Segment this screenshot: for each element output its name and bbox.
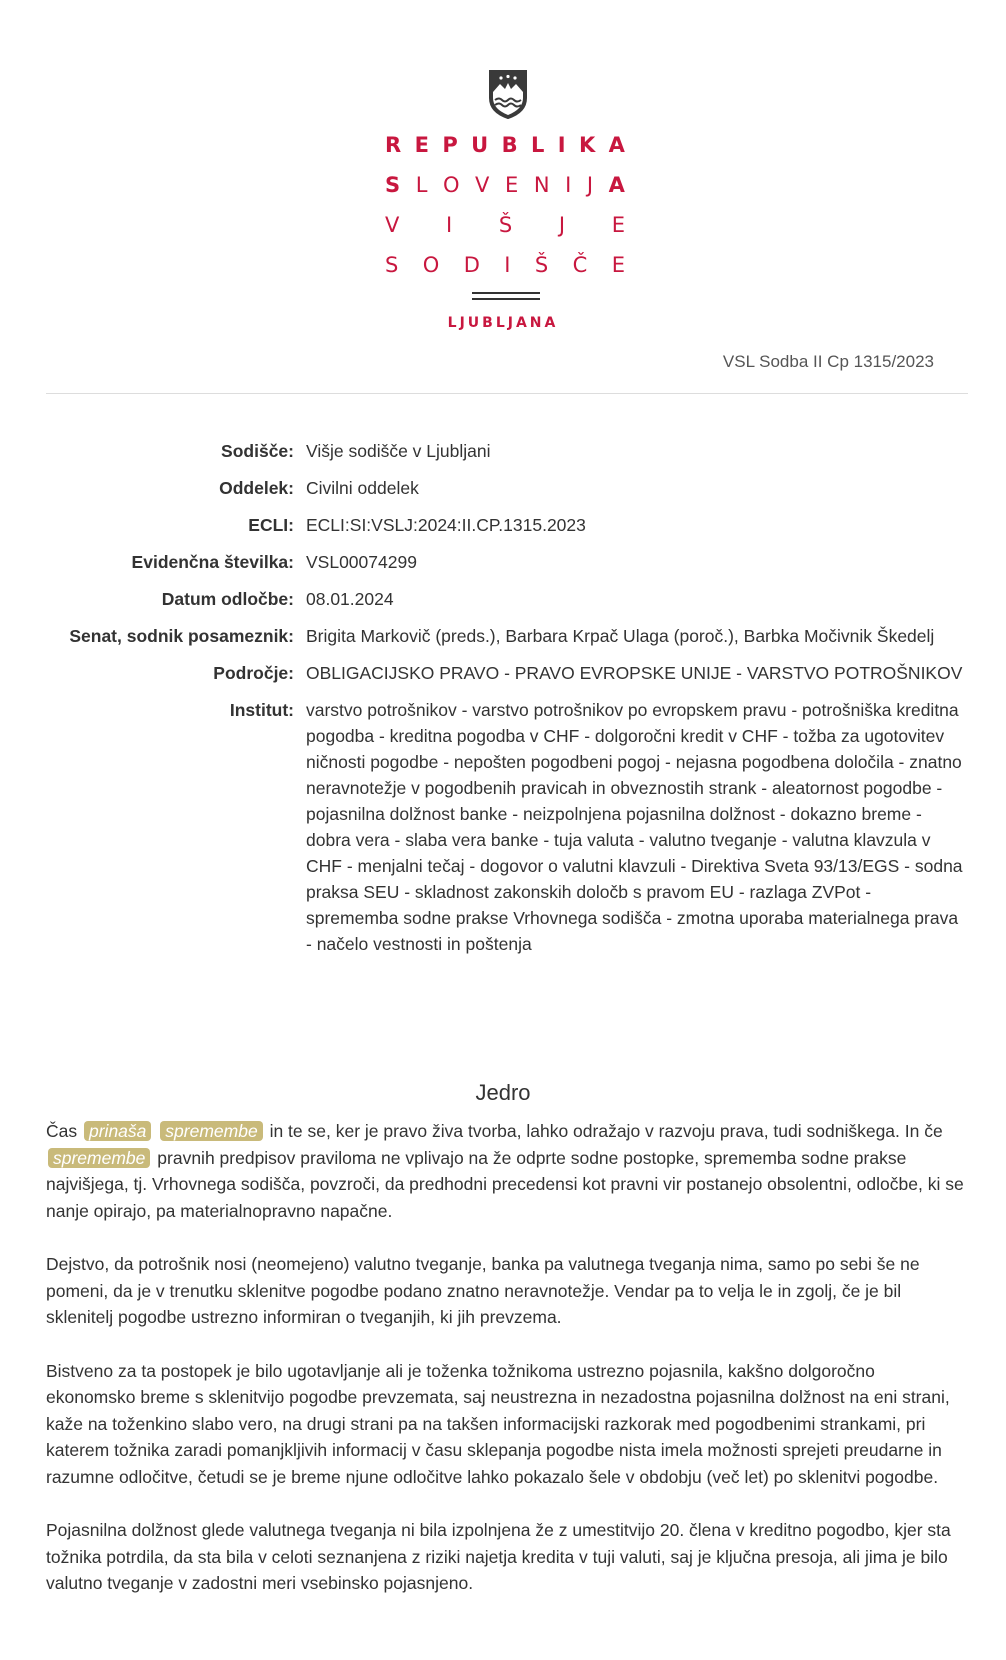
meta-value: OBLIGACIJSKO PRAVO - PRAVO EVROPSKE UNIJE - VARSTVO POTROŠNIKOV [306,663,963,683]
logo-letter: J [586,173,594,197]
logo-letter: E [611,253,625,277]
meta-value: VSL00074299 [306,552,417,572]
jedro-paragraph [46,1118,968,1224]
meta-row-institute [46,697,968,957]
paragraph-text: Čas [46,1121,78,1141]
logo-letter: I [504,253,511,277]
meta-label: Evidenčna številka: [131,552,294,572]
meta-row-decision-date [46,586,968,612]
logo-line-visje [385,213,625,237]
logo-letter: V [385,213,400,237]
logo-letter: L [415,173,428,197]
logo-letter: I [565,173,572,197]
logo-letter: N [533,173,550,197]
logo-letter: V [475,173,490,197]
jedro-paragraph: Pojasnilna dolžnost glede valutnega tveganja ni bila izpolnjena že z umestitvijo 20. člena v kreditno pogodbo, kjer sta tožnika potrdila, da sta bila v celoti seznanjena z riziki najetja kredita v tuji valuti, saj je ključna presoja, ali jima je bilo valutno tveganje v zadostni meri vsebinsko pojasnjeno. [46,1520,951,1593]
logo-letter: U [471,133,489,157]
paragraph-text: pravnih predpisov praviloma ne vplivajo na že odprte sodne postopke, sprememba sodne prakse najvišjega, tj. Vrhovnega sodišča, povzroči, da predhodni precedensi kot pravni vir postanejo obsolentni, odločbe, ki se nanje opirajo, pa materialnopravno napačne. [46,1147,964,1221]
meta-value: Višje sodišče v Ljubljani [306,441,491,461]
jedro-body [46,1118,968,1624]
meta-label: Institut: [229,700,294,720]
logo-line-republika [385,133,625,157]
logo-letter: D [463,253,480,277]
meta-value: 08.01.2024 [306,589,394,609]
meta-value: Brigita Markovič (preds.), Barbara Krpač Ulaga (poroč.), Barbka Močivnik Škedelj [306,626,935,646]
logo-line-slovenija [385,173,625,197]
logo-letter: J [558,213,566,237]
meta-value: ECLI:SI:VSLJ:2024:II.CP.1315.2023 [306,515,586,535]
logo-city: LJUBLJANA [447,315,559,331]
meta-label: Področje: [213,663,294,683]
logo-letter: E [611,213,625,237]
meta-row-court [46,438,968,464]
logo-letter: E [414,133,429,157]
meta-row-ecli [46,512,968,538]
meta-value: varstvo potrošnikov - varstvo potrošnikov po evropskem pravu - potrošniška kreditna pogodba - kreditna pogodba v CHF - dolgoročni kredit v CHF - tožba za ugotovitev ničnosti pogodbe - nepošten pogodbeni pogoj - nejasna pogodbena določila - znatno neravnotežje v pogodbenih pravicah in obveznostih strank - aleatornost pogodbe - pojasnilna dolžnost banke - neizpolnjena pojasnilna dolžnost - dokazno breme - dobra vera - slaba vera banke - tuja valuta - valutno tveganje - valutna klavzula v CHF - menjalni tečaj - dogovor o valutni klavzuli - Direktiva Sveta 93/13/EGS - sodna praksa SEU - skladnost zakonskih določb s pravom EU - razlaga ZVPot - sprememba sodne prakse Vrhovnega sodišča - zmotna uporaba materialnega prava - načelo vestnosti in poštenja [306,700,963,954]
jedro-paragraph: Dejstvo, da potrošnik nosi (neomejeno) valutno tveganje, banka pa valutnega tveganja nima, samo po sebi še ne pomeni, da je v trenutku sklenitve pogodbe podano znatno neravnotežje. Vendar pa to velja le in zgolj, če je bil sklenitelj pogodbe ustrezno informiran o tveganjih, ki jih prevzema. [46,1254,920,1327]
jedro-paragraph: Bistveno za ta postopek je bilo ugotavljanje ali je toženka tožnikoma ustrezno pojasnila, kakšno dolgoročno ekonomsko breme s sklenitvijo pogodbe prevzemata, saj neustrezna in nezadostna pojasnilna dolžnost na eni strani, kaže na toženkino slabo vero, na drugi strani pa na takšen informacijski razkorak med pogodbenimi strankami, pri katerem tožnika zaradi pomanjkljivih informacij v času sklepanja pogodbe nista imela možnosti sprejeti preudarne in razumne odločitve, četudi se je breme njune odločitve lahko pokazalo šele v obdobju (več let) po sklenitvi pogodbe. [46,1360,950,1487]
logo-letter: S [385,173,401,197]
meta-row-department [46,475,968,501]
search-highlight: prinaša [84,1121,151,1141]
logo-letter: P [442,133,458,157]
meta-label: Oddelek: [219,478,294,498]
meta-value: Civilni oddelek [306,478,419,498]
metadata-table [46,438,968,968]
logo-letter: I [446,213,453,237]
logo-letter: Š [534,253,549,277]
logo-letter: O [422,253,440,277]
logo-letter: Č [572,253,588,277]
search-highlight: spremembe [160,1121,262,1141]
meta-row-record-number [46,549,968,575]
meta-label: ECLI: [248,515,294,535]
logo-letter: K [578,133,596,157]
logo-line-sodisce [385,253,625,277]
section-heading-jedro: Jedro [475,1080,531,1105]
logo-letter: B [501,133,518,157]
logo-letter: O [442,173,460,197]
meta-row-panel [46,623,968,649]
logo-divider [472,298,540,300]
logo-letter: L [530,133,545,157]
logo-letter: A [608,133,625,157]
meta-label: Senat, sodnik posameznik: [69,626,294,646]
logo-letter: E [504,173,519,197]
case-reference: VSL Sodba II Cp 1315/2023 [722,352,934,371]
meta-label: Sodišče: [221,441,294,461]
logo-letter: A [608,173,625,197]
logo-letter: R [385,133,402,157]
divider [46,393,968,394]
slovenia-coat-of-arms-icon [487,68,529,120]
logo-letter: Š [498,213,513,237]
logo-divider [472,292,540,294]
logo-letter: I [557,133,566,157]
meta-row-field [46,660,968,686]
paragraph-text: in te se, ker je pravo živa tvorba, lahko odražajo v razvoju prava, tudi sodniškega. In če [269,1121,943,1141]
meta-label: Datum odločbe: [161,589,294,609]
logo-letter: S [385,253,399,277]
search-highlight: spremembe [48,1148,150,1168]
